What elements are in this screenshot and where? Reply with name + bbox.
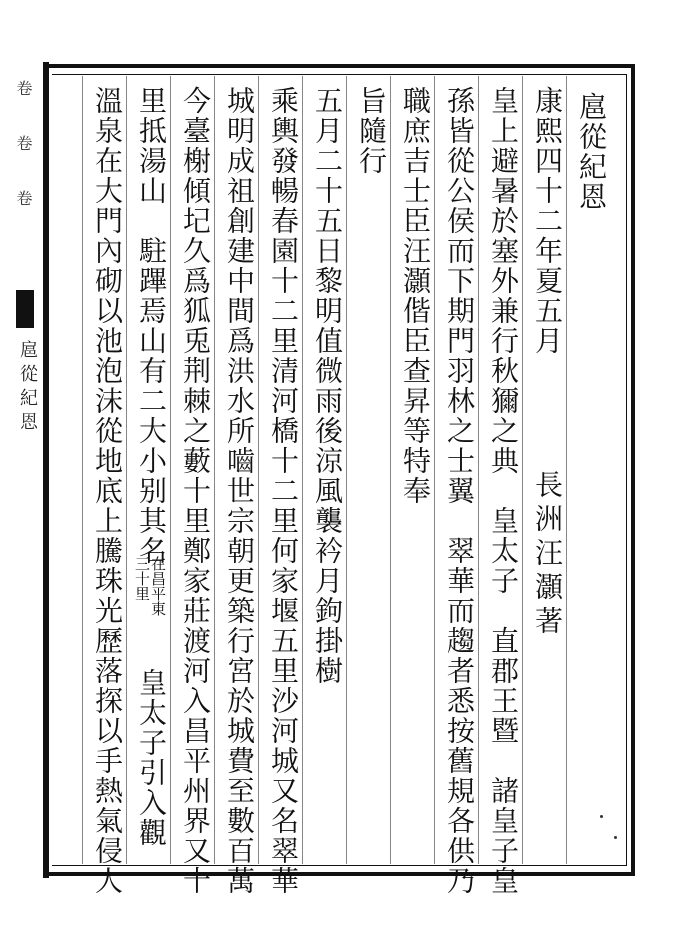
column-rule: [434, 76, 435, 864]
text-line-2: 皇上避暑於塞外兼行秋獮之典 皇太子 直郡王暨 諸皇子皇: [487, 86, 520, 896]
text-line-6: 五月二十五日黎明值微雨後涼風襲衿月鉤掛樹: [311, 86, 344, 686]
column-rule: [390, 76, 391, 864]
text-line-4: 職庶吉士臣汪灝偕臣查昇等特奉: [399, 86, 432, 506]
text-line-10: 里抵湯山 駐蹕焉山有二大小别其名: [135, 86, 168, 566]
spine-marks: 卷 卷 卷: [14, 80, 33, 216]
text-line-3: 孫皆從公侯而下期門羽林之士翼 翠華而趨者悉按舊規各供乃: [443, 86, 476, 896]
author-line: 長洲汪灝著: [531, 470, 564, 640]
spine-title: 扈從紀恩: [17, 340, 38, 436]
column-rule: [258, 76, 259, 864]
column-rule: [82, 76, 83, 864]
text-line-11: 溫泉在大門內砌以池泡沫從地底上騰珠光歷落探以手熱氣侵人: [91, 86, 124, 896]
ink-speck: [614, 836, 617, 839]
annotation-note-a: 在昌平東: [149, 556, 167, 616]
column-rule: [302, 76, 303, 864]
column-rule: [478, 76, 479, 864]
text-line-9: 今臺榭傾圮久爲狐兎荆棘之藪十里鄭家莊渡河入昌平州界又十: [179, 86, 212, 896]
text-line-8: 城明成祖創建中間爲洪水所嚙世宗朝更築行宮於城費至數百萬: [223, 86, 256, 896]
column-rule: [126, 76, 127, 864]
page-title: 扈從紀恩: [575, 92, 608, 212]
text-line-7: 乘輿發暢春園十二里清河橋十二里何家堰五里沙河城又名翠華: [267, 86, 300, 896]
text-line-1: 康熙四十二年夏五月: [531, 86, 564, 356]
text-line-10-tail: 皇太子引入觀: [135, 668, 168, 848]
spine-block: [16, 290, 34, 328]
annotation-note-b: 三十里: [133, 556, 151, 601]
column-rule: [566, 76, 567, 864]
text-line-5: 旨隨行: [355, 86, 388, 176]
column-rule: [522, 76, 523, 864]
ink-speck: [600, 815, 603, 818]
column-rule: [346, 76, 347, 864]
column-rule: [170, 76, 171, 864]
column-rule: [214, 76, 215, 864]
